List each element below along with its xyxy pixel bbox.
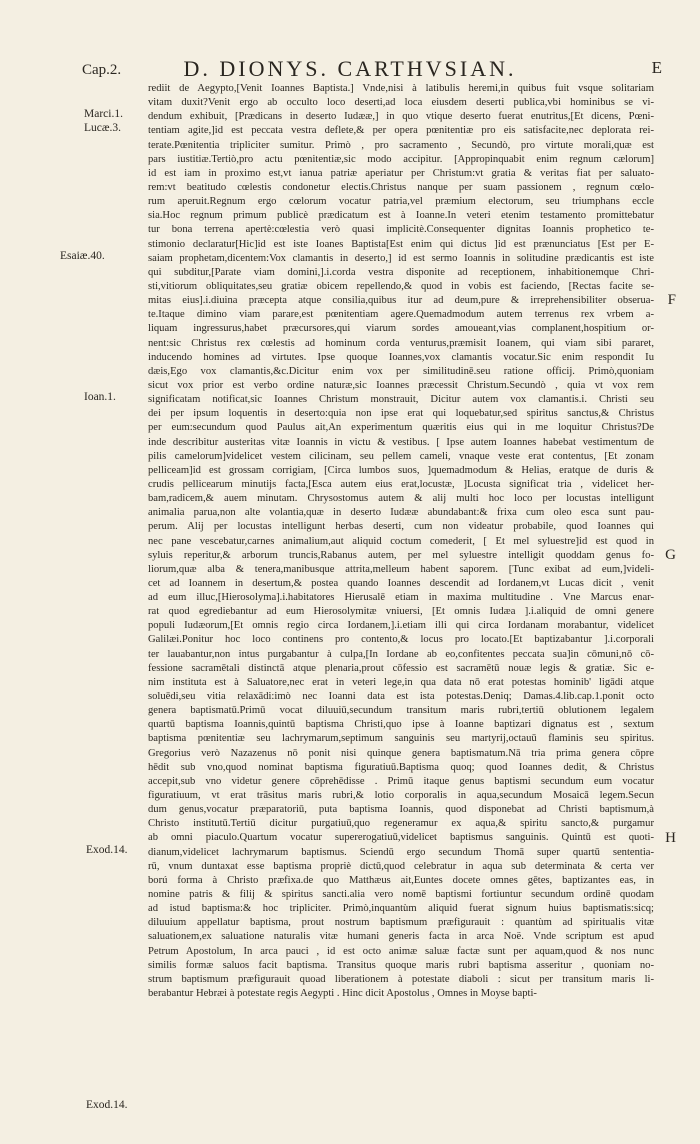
- text-line: rum aperuit.Regnum ergo cœlorum vocatur patria,vel præmium electorum, seu triumphans eccle: [148, 196, 654, 208]
- text-line: significatam notificat,sic Ioannes Christum monstrauit, Dicitur autem vox clamantis.i. Christi seu: [148, 394, 654, 406]
- text-line: mitas eius].i.diuina præcepta atque consilia,quibus itur ad deum,pure & irreprehensibiliter obserua-: [148, 295, 654, 307]
- text-line: figuratiuum, vt erat trāsitus maris rubri,& lotio corporalis in aqua,secundum Mosaicā legem.Secun: [148, 790, 654, 802]
- text-line: quartū baptisma Ioannis,quintū baptisma Christi,quo ipse à Ioanne baptizari dignatus est , sextum: [148, 719, 654, 731]
- text-line: Galilæi.Ponitur hoc loco continens pro contento,& locus pro locato.[Et baptizabantur ].i.corporali: [148, 634, 654, 646]
- text-line: inde describitur austeritas vitæ Ioannis in victu & vestibus. [ Ipse autem Ioannes habebat vestimentum de: [148, 436, 654, 448]
- text-line: rem:vt beatitudo cœlestis condonetur electis.Christus nanque per suam passionem , regnum cœlo-: [148, 181, 654, 193]
- text-line: ad istud baptisma:& hoc tripliciter. Primò,inquantùm aliquid fuerat signum huius baptismatis:sicq;: [148, 903, 654, 915]
- section-letter: F: [667, 292, 676, 309]
- text-line: pars iustitiæ.Tertiò,pro actu pœnitentiæ,sic modo accipitur. [Appropinquabit enim regnum cælorum]: [148, 153, 654, 165]
- section-letter: E: [651, 58, 662, 77]
- text-line: similis formæ saluos facit baptisma. Transitus quoque maris rubri baptisma asseritur , quoniam no-: [148, 959, 654, 971]
- text-line: populi Iudæorum,[Et omnis regio circa Iordanem,].i.etiam illi qui circa Iordanam morabantur, videlicet: [148, 620, 654, 632]
- text-line: dæis,Ego vox clamantis,&c.Dicitur enim vox per similitudinē.seu ratione officij. Primò,quoniam: [148, 365, 654, 377]
- text-line: baptisma pœnitentiæ seu lachrymarum,septimum sanguinis seu martyrij,octauū flaminis seu spiritus.: [148, 733, 654, 745]
- margin-reference: Exod.14.: [86, 1098, 128, 1111]
- text-line: nent:sic Christus rex cœlestis ad hominum corda venturus,præmisit Ioanem, qui viam sibi pararet,: [148, 337, 654, 349]
- text-line: perum. Alij per locustas intelligunt herbas deserti, cum non videatur probabile, quod Ioannes qui: [148, 521, 654, 533]
- text-line: Christo institutū.Tertiū dicitur purgatiuū,quo regeneramur ex aqua,& spiritu sancto,& purgamur: [148, 818, 654, 830]
- text-line: diluuium appellatur baptisma, prout nostrum baptismum præfigurauit : quantùm ad spiritualis vitæ: [148, 917, 654, 929]
- running-title: D. DIONYS. CARTHVSIAN.: [183, 56, 517, 81]
- commentary-text: [148, 82, 654, 1001]
- text-line: ter lauabantur,non intus purgabantur à culpa,[In Iordane ab eo,confitentes peccata sua]in cōmuni,nō cō-: [148, 648, 654, 660]
- text-line: liorum,quæ alba & tenera,manibusque attrita,melleum habent saporem. [Tunc exibat ad eum,]videli-: [148, 563, 654, 575]
- text-line: te.Itaque dimino viam parare,est pœnitentiam agere.Quemadmodum autem terrenus rex vrbem a-: [148, 309, 654, 321]
- margin-reference: Exod.14.: [86, 844, 128, 857]
- text-line: rū, vnum duntaxat esse baptisma propriè dictū,quod celebratur in aqua sub determinata & certa ver: [148, 860, 654, 872]
- text-line: pilis camelorum]videlicet vestem cilicinam, seu pellem cameli, vnaque veste erat contentus, [Et zonam: [148, 450, 654, 462]
- text-line: inducendo homines ad virtutes. Ipse quoque Ioannes,vox clamantis vocatur.Sic enim respondit Iu: [148, 351, 654, 363]
- text-line: Petrum Apostolum, In arca pauci , id est octo animæ saluæ factæ sunt per aquam,quod & nos nunc: [148, 945, 654, 957]
- text-line: pelliceam]id est grossam corrigiam, [Circa lumbos suos, ]quemadmodum & Helias, eratque de duris &: [148, 464, 654, 476]
- margin-reference: Lucæ.3.: [84, 122, 122, 135]
- text-line: Gregorius verò Nazazenus nō ponit nisi quinque genera baptismatum.Nā tria prima genera cōpre: [148, 747, 654, 759]
- text-line: rat quod egrediebantur ad eum Hierosolymitæ vniuersi, [Et omnis Iudæa ].i.aliquid de omni genere: [148, 606, 654, 618]
- text-line: sia.Hoc regnum primum publicè prædicatum est à Ioanne.In veteri etenim testamento promittebatur: [148, 210, 654, 222]
- text-line: cet ad Ioannem in desertum,& postea quando Ioannes descendit ad Iordanem,vt Lucas dicit , venit: [148, 577, 654, 589]
- text-line: sti,vitiorum obliquitates,seu gratiæ obicem repellendo,& quod in vobis est faciendo, [Rectas facite se-: [148, 280, 654, 292]
- section-letter: H: [665, 829, 676, 846]
- text-line: per eum:secundum quod Paulus ait,An experimentum quæritis eius qui in me loquitur Christus?De: [148, 422, 654, 434]
- margin-reference: Marci.1.: [84, 108, 123, 121]
- text-line: accepit,sub vno videtur genere cōprehēdisse . Primū itaque genus baptismi secundum eum vocatur: [148, 775, 654, 787]
- text-line: stimonio declaratur[Hic]id est iste Ioanes Baptista[Est enim qui dictus ]id est prænunciatus [Est per E-: [148, 238, 654, 250]
- margin-reference: Esaiæ.40.: [60, 249, 105, 262]
- text-line: berabantur Hebræi à potestate regis Aegypti . Hinc dicit Apostolus , Omnes in Moyse bapti-: [148, 988, 537, 999]
- text-line: rediit de Aegypto,[Venit Ioannes Baptista.] Vnde,nisi à latibulis heremi,in quibus fuit vsque solitariam: [148, 83, 654, 94]
- text-line: tentiam agite,]id est peccata vestra deflete,& per opera pœnitentiæ pro eis satisfacite,nec deplorata rei-: [148, 125, 654, 137]
- text-line: sicut vox prior est verbo ordine naturæ,sic Ioannes præcessit Christum.Secundò , quia vt vox rem: [148, 379, 654, 391]
- text-line: nec pane vescebatur,carnes animalium,aut aliquid coctum comederit, [ Et mel syluestre]id est quod in: [148, 535, 654, 547]
- text-line: crudis pellicearum minutijs facta,[Esca autem eius erat,locustæ, ]Locusta significat tria , videlicet her-: [148, 478, 654, 490]
- text-line: strum baptismum præfigurauit quoad liberationem à potestate diaboli : sicut per transitum maris li-: [148, 973, 654, 985]
- text-line: saiam prophetam,dicentem:Vox clamantis in deserto,] id est sermo Ioannis in solitudine prædicantis est iste: [148, 252, 654, 264]
- text-line: soluēdi,seu vitia relaxādi:imò nec Ioanni data est ista potestas.Deniq; Damas.4.lib.cap.1.ponit octo: [148, 691, 654, 703]
- chapter-label: Cap.2.: [82, 62, 122, 78]
- text-line: dei per ipsum loquentis in deserto:quia non ipse erat qui loquebatur,sed spiritus sanctus,& Christus: [148, 408, 654, 420]
- text-line: vitam duxit?Venit ergo ab occulto loco deserti,ad loca eiusdem deserti publica,vbi hominibus se vi-: [148, 97, 654, 109]
- text-line: hēdit sub vno,quod nominat baptisma figuratiuū.Baptisma quoq; quod Ioannes dedit, & Christus: [148, 761, 654, 773]
- text-line: dum genus,vocatur præparatoriū, puta baptisma Ioannis, quod disponebat ad Christi baptismum,à: [148, 804, 654, 816]
- margin-reference: Ioan.1.: [84, 391, 116, 404]
- text-line: ború forma à Christo præfixa.de quo Matthæus ait,Euntes docete omnes gētes, baptizantes eas, in: [148, 874, 654, 886]
- text-line: bam,radicem,& auem minutam. Chrysostomus autem & alij multi hoc loco per locustas intelligunt: [148, 493, 654, 505]
- text-line: nomine patris & filij & spiritus sancti.alia vero nomē baptismi fortiuntur secundum ordinē quodam: [148, 889, 654, 901]
- text-line: liquam ingressurus,habet præcursores,qui viarum sordes amoueant,vias complanent,hospitium or-: [148, 323, 654, 335]
- text-line: genera baptismatū.Primū vocat diluuiū,secundum transitum maris rubri,tertiū oblutionem legalem: [148, 705, 654, 717]
- text-line: syluis reperitur,& arborum truncis,Rabanus autem, per mel syluestre intelligit quoddam genus fo-: [148, 549, 654, 561]
- text-line: saluationem,ex saluatione naturalis vitæ humani generis facta in arca Noë. Vnde scriptum est apud: [148, 931, 654, 943]
- text-line: animalia parua,non alte volantia,quæ in deserto Iudææ abundabant:& frixa cum oleo esca sunt pau-: [148, 507, 654, 519]
- text-line: nim instituta est à Saluatore,nec erat in veteri lege,in qua data nō erat potestas hominib' ligādi atque: [148, 676, 654, 688]
- text-line: fessione sacramētali distinctā atque plenaria,prout cōfessio est sacramētū nouæ legis & gratiæ. Sic e-: [148, 662, 654, 674]
- text-line: ab omni piaculo.Quartum vocatur supererogatiuū,videlicet baptismus sanguinis. Quintū est quoti-: [148, 832, 654, 844]
- text-line: terate.Pœnitentia tripliciter sumitur. Primò , pro sacramento , Secundò, pro virtute morali,quæ est: [148, 139, 654, 151]
- text-line: ad eum illuc,[Hierosolyma].i.habitatores Hierusalē etiam in maxima multitudine . Vne Marcus enar-: [148, 592, 654, 604]
- text-line: tur bona terrena apertè:cœlestia verò quasi implicitè.Consequenter dignitas Ioannis prophetico te-: [148, 224, 654, 236]
- text-line: qui subditur,[Parate viam domini,].i.corda vestra disponite ad receptionem, inhabitionemque Chri-: [148, 266, 654, 278]
- section-letter: G: [665, 546, 676, 563]
- text-line: dendum exhibuit, [Prædicans in deserto Iudææ,] in quo vtique deserto fuerat enutritus,[Et dicens, Pœni-: [148, 111, 654, 123]
- text-line: id est iam in proximo est,vt ianua patriæ aperiatur per Christum:vt gratia & veritas fiat per saluato-: [148, 167, 654, 179]
- text-line: dianum,videlicet lachrymarum baptismus. Sciendū ergo secundum Thomā super quartū sententia-: [148, 846, 654, 858]
